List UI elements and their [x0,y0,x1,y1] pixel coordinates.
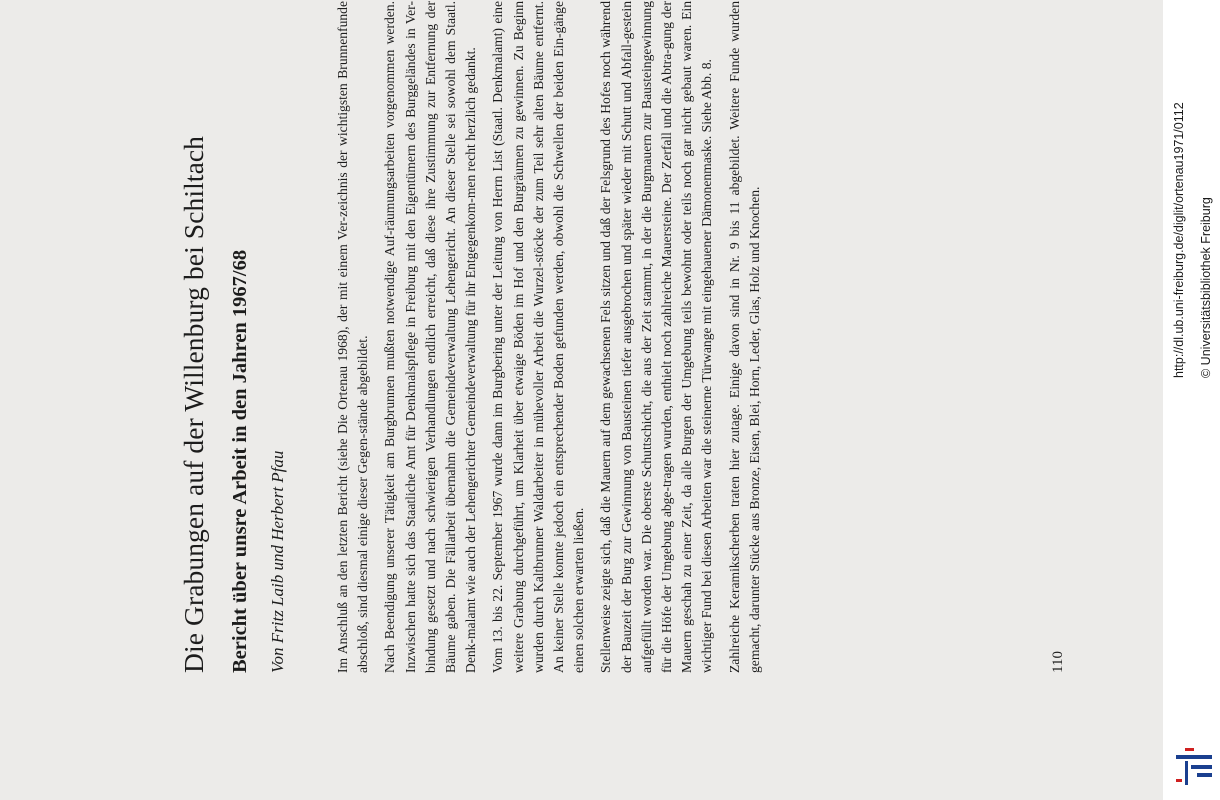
paragraph: Vom 13. bis 22. September 1967 wurde dann im Burgbering unter der Leitung von Herrn List (Staatl. Denkmalamt) eine weitere Grabung durchgeführt, um Klarheit über etwaige Böden im Hof und den Burgräumen zu gewinnen. Zu Beginn wurden durch Kaltbrunner Waldarbeiter in mühevoller Arbeit die Wurzel-stöcke der zum Teil sehr alten Bäume entfernt. An keiner Stelle konnte jedoch ein entsprechender Boden gefunden werden, obwohl die Schwellen der beiden Ein-gänge einen solchen erwarten ließen. [490,1,587,673]
source-url-link[interactable]: http://dl.ub.uni-freiburg.de/diglit/ortenau1971/0112 [1172,102,1186,378]
article-title: Die Grabungen auf der Willenburg bei Schiltach [178,135,209,673]
article-subtitle: Bericht über unsre Arbeit in den Jahren 1967/68 [229,249,251,673]
paragraph: Stellenweise zeigte sich, daß die Mauern auf dem gewachsenen Fels sitzen und daß der Felsgrund des Hofes noch während der Bauzeit der Burg zur Gewinnung von Bausteinen tiefer ausgebrochen und später wieder mit Schutt und Abfall-gestein aufgefüllt worden war. Die oberste Schuttschicht, die aus der Zeit stammt, in der die Burgmauern zur Bausteingewinnung für die Höfe der Umgebung abge-tragen wurden, enthielt noch zahlreiche Mauersteine. Der Zerfall und die Abtra-gung der Mauern geschah zu einer Zeit, da alle Burgen der Umgebung teils bewohnt oder teils noch gar nicht gebaut waren. Ein wichtiger Fund bei diesen Arbeiten war die steinerne Türwange mit eingehauener Dämonenmaske. Siehe Abb. 8. [598,1,715,673]
article-body [333,1,772,673]
paragraph: Im Anschluß an den letzten Bericht (siehe Die Ortenau 1968), der mit einem Ver-zeichnis der wichtigsten Brunnenfunde abschloß, sind diesmal einige dieser Gegen-stände abgebildet. [335,1,371,673]
paragraph: Zahlreiche Keramikscherben traten hier zutage. Einige davon sind in Nr. 9 bis 11 abgebildet. Weitere Funde wurden gemacht, darunter Stücke aus Bronze, Eisen, Blei, Horn, Leder, Glas, Holz und Knochen. [726,1,762,673]
page-number: 110 [1050,651,1066,673]
ub-freiburg-logo-icon [1173,746,1215,788]
paragraph: Nach Beendigung unserer Tätigkeit am Burgbrunnen mußten notwendige Auf-räumungsarbeiten vorgenommen werden. Inzwischen hatte sich das Staatliche Amt für Denkmalspflege in Freiburg mit den Eigentümern des Burggeländes in Ver-bindung gesetzt und nach schwierigen Verhandlungen endlich erreicht, daß diese ihre Zustimmung zur Entfernung der Bäume gaben. Die Fällarbeit übernahm die Gemeindeverwaltung Lehengericht. An dieser Stelle sei sowohl dem Staatl. Denk-malamt wie auch der Lehengerichter Gemeindeverwaltung für ihr Entgegenkom-men recht herzlich gedankt. [382,1,479,673]
copyright-notice: © Universitätsbibliothek Freiburg [1199,197,1213,378]
article-authors: Von Fritz Laib und Herbert Pfau [268,450,287,673]
